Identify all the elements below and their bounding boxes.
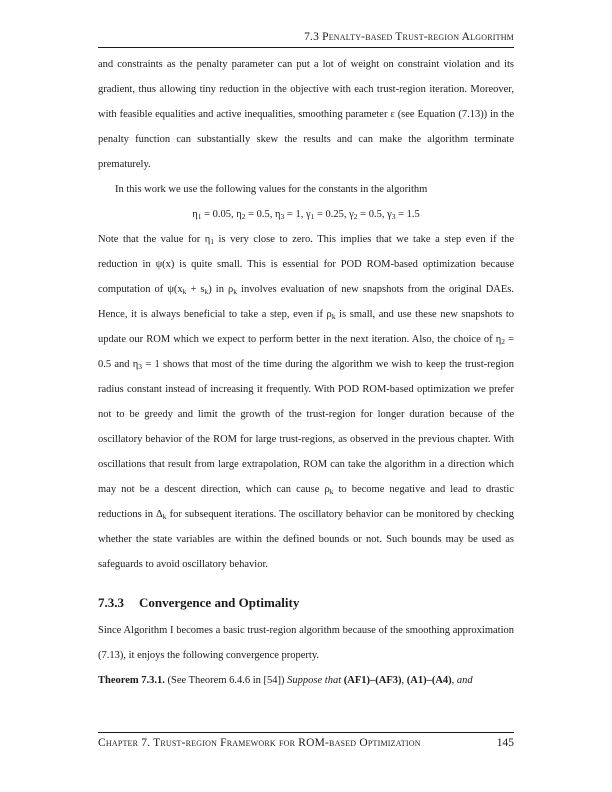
footer-page-number: 145: [496, 737, 514, 749]
theorem-tail: , and: [451, 675, 473, 686]
paragraph-constants-intro: In this work we use the following values for the constants in the algorithm: [115, 184, 428, 195]
paragraph-penalty-parameter: and constraints as the penalty parameter can put a lot of weight on constraint violation and its gradient, thus allowing tiny reduction in the objective with each trust-region iteration. Moreover, with feasible equalities and active inequalities, smoothing parameter ε (see Equation (7.13)) in the penalty function can substantially skew the results and can make the algorithm terminate prematurely.: [98, 59, 514, 170]
header-section-title: 7.3 Penalty-based Trust-region Algorithm: [304, 31, 514, 43]
theorem-separator: ,: [401, 675, 405, 686]
section-number: 7.3.3: [98, 595, 124, 610]
theorem-note: (See Theorem 6.4.6 in [54]): [167, 675, 285, 686]
theorem-assumptions-af: (AF1)–(AF3): [343, 675, 402, 686]
body-text: [98, 52, 514, 693]
section-title: Convergence and Optimality: [139, 595, 300, 610]
page-header: [98, 31, 514, 48]
footer-chapter-title: Chapter 7. Trust-region Framework for ROM-based Optimization: [98, 737, 421, 749]
theorem-label: Theorem 7.3.1.: [98, 675, 165, 686]
theorem-731: [98, 668, 514, 693]
paragraph-convergence-intro: Since Algorithm I becomes a basic trust-region algorithm because of the smoothing approximation (7.13), it enjoys the following convergence property.: [98, 625, 514, 661]
equation-constants-values: $\eta_1 = 0.05$, $\eta_2 = 0.5$, $\eta_3 = 1$, $\gamma_1 = 0.25$, $\gamma_2 = 0.5$, $\gamma_3 = 1.5$: [192, 209, 420, 221]
theorem-assumptions-a: (A1)–(A4): [406, 675, 452, 686]
section-heading: [98, 590, 514, 615]
theorem-body-lead: Suppose that: [287, 675, 342, 686]
equation-constants: [98, 202, 514, 227]
paragraph-eta-discussion: Note that the value for $\eta_1$ is very close to zero. This implies that we take a step even if the reduction in ψ(x) is quite small. This is essential for POD ROM-based optimization because computation of $\psi(x_k + s_k)$ in $\rho_k$ involves evaluation of new snapshots from the original DAEs. Hence, it is always beneficial to take a step, even if $\rho_k$ is small, and use these new snapshots to update our ROM which we expect to perform better in the next iteration. Also, the choice of $\eta_2 = 0.5$ and $\eta_3 = 1$ shows that most of the time during the algorithm we wish to keep the trust-region radius constant instead of increasing it frequently. With POD ROM-based optimization we prefer not to be greedy and limit the growth of the trust-region for longer duration because of the oscillatory behavior of the ROM for large trust-regions, as observed in the previous chapter. With oscillations that result from large extrapolation, ROM can take the algorithm in a direction which may not be a descent direction, which can cause $\rho_k$ to become negative and lead to drastic reductions in $\Delta_k$ for subsequent iterations. The oscillatory behavior can be monitored by checking whether the state variables are within the defined bounds or not. Such bounds may be used as safeguards to avoid oscillatory behavior.: [98, 234, 515, 570]
page-footer: [98, 732, 514, 749]
